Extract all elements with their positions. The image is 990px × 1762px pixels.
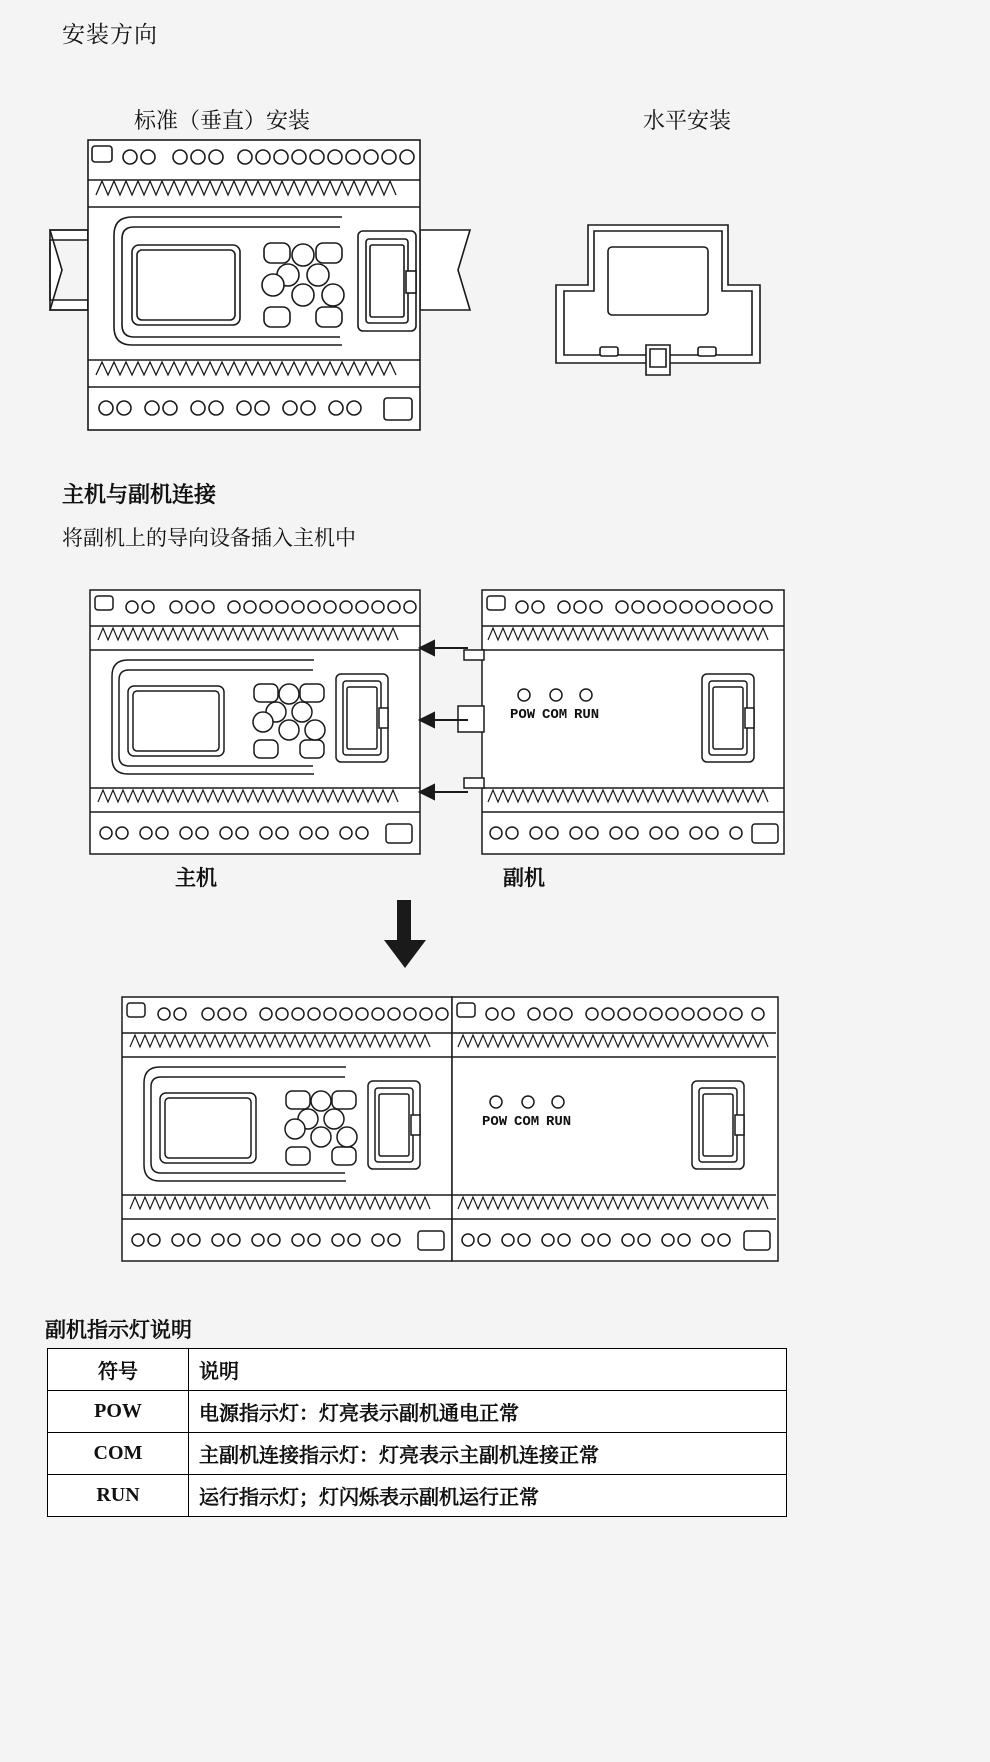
led-label-run-slave: RUN [574, 707, 600, 723]
section-subtitle-connection: 将副机上的导向设备插入主机中 [62, 527, 356, 550]
figure-horizontal-mount [538, 205, 778, 385]
table-header-description: 说明 [189, 1349, 787, 1391]
figure-combined-unit [120, 995, 780, 1265]
led-description-table [47, 1348, 787, 1517]
led-label-pow-combined: POW [482, 1114, 508, 1130]
page-title-install-direction: 安装方向 [62, 21, 158, 47]
table-row [48, 1475, 787, 1517]
table-cell-desc-pow: 电源指示灯：灯亮表示副机通电正常 [189, 1391, 787, 1433]
table-row [48, 1433, 787, 1475]
figure-slave-unit [452, 588, 792, 858]
figure-host-unit [88, 588, 428, 858]
led-label-com-slave: COM [542, 707, 568, 723]
figure-vertical-mount [40, 135, 480, 445]
table-cell-desc-run: 运行指示灯；灯闪烁表示副机运行正常 [189, 1475, 787, 1517]
table-cell-symbol-pow: POW [48, 1391, 189, 1433]
table-cell-symbol-run: RUN [48, 1475, 189, 1517]
label-horizontal-install: 水平安装 [643, 108, 732, 133]
table-cell-symbol-com: COM [48, 1433, 189, 1475]
caption-host-unit: 主机 [175, 866, 217, 890]
table-row [48, 1391, 787, 1433]
led-label-com-combined: COM [514, 1114, 540, 1130]
led-label-run-combined: RUN [546, 1114, 572, 1130]
caption-slave-unit: 副机 [503, 866, 545, 890]
label-vertical-install: 标准（垂直）安装 [134, 108, 311, 133]
section-title-connection: 主机与副机连接 [62, 482, 217, 507]
table-cell-desc-com: 主副机连接指示灯：灯亮表示主副机连接正常 [189, 1433, 787, 1475]
table-header-symbol: 符号 [48, 1349, 189, 1391]
down-arrow-icon [380, 900, 430, 970]
figure-insertion-arrows [416, 620, 476, 820]
table-header-row [48, 1349, 787, 1391]
section-title-led: 副机指示灯说明 [45, 1318, 192, 1342]
led-label-pow-slave: POW [510, 707, 536, 723]
